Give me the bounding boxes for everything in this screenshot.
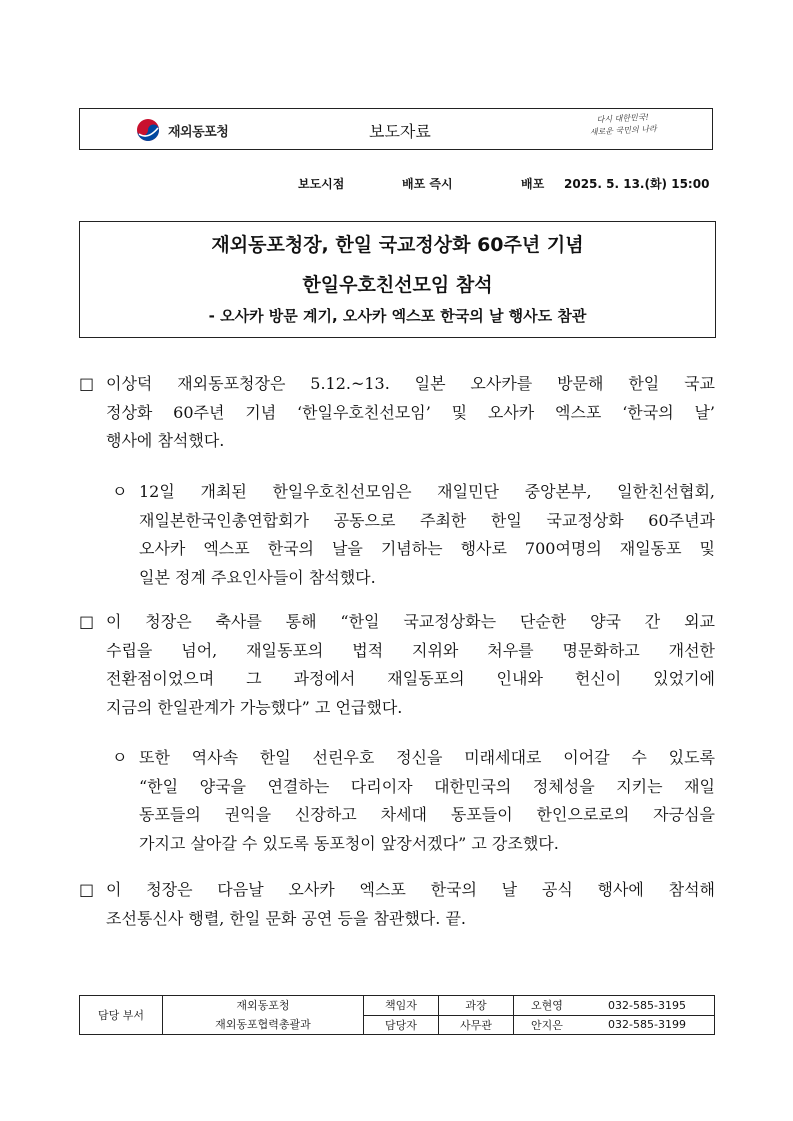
title-cell: 사무관 <box>439 1015 514 1035</box>
checkbox-bullet-icon: □ <box>79 612 95 631</box>
table-row <box>80 996 715 1016</box>
headline-line-2: 한일우호친선모임 참석 <box>302 274 493 296</box>
headline-line-1: 재외동포청장, 한일 국교정상화 60주년 기념 <box>211 234 584 256</box>
org-name: 재외동포청 <box>168 125 229 140</box>
slogan-line-1: 다시 대한민국! <box>596 112 649 125</box>
paragraph-3 <box>79 608 715 722</box>
paragraph-line: 이상덕 재외동포청장은 5.12.~13. 일본 오사카를 방문해 한일 국교 <box>106 374 715 393</box>
checkbox-bullet-icon: □ <box>79 374 95 393</box>
dept-name-line-1: 재외동포청 <box>236 999 290 1012</box>
title-box <box>79 221 716 338</box>
circle-bullet-icon: ㅇ <box>112 482 128 501</box>
name-cell: 안지은 <box>514 1015 581 1035</box>
paragraph-line: 또한 역사속 한일 선린우호 정신을 미래세대로 이어갈 수 있도록 <box>139 748 715 767</box>
release-date-value: 2025. 5. 13.(화) 15:00 <box>564 177 710 191</box>
paragraph-line: “한일 양국을 연결하는 다리이자 대한민국의 정체성을 지키는 재일 <box>139 776 715 796</box>
paragraph-4 <box>112 744 715 858</box>
paragraph-line: 일본 정계 주요인사들이 참석했다. <box>139 567 376 587</box>
contact-table <box>79 995 715 1035</box>
slogan-line-2: 새로운 국민의 나라 <box>589 124 657 137</box>
header-box <box>79 108 713 150</box>
release-time-value: 배포 즉시 <box>402 177 453 191</box>
role-cell: 담당자 <box>364 1015 439 1035</box>
paragraph-line: 조선통신사 행렬, 한일 문화 공연 등을 참관했다. 끝. <box>106 908 466 928</box>
role-cell: 책임자 <box>364 996 439 1016</box>
paragraph-line: 행사에 참석했다. <box>106 431 225 450</box>
name-cell: 오현영 <box>514 996 581 1016</box>
release-date-label: 배포 <box>521 177 545 191</box>
paragraph-line: 동포들의 권익을 신장하고 차세대 동포들이 한인으로로의 자긍심을 <box>139 805 715 824</box>
paragraph-line: 오사카 엑스포 한국의 날을 기념하는 행사로 700여명의 재일동포 및 <box>139 539 715 558</box>
paragraph-line: 정상화 60주년 기념 ‘한일우호친선모임’ 및 오사카 엑스포 ‘한국의 날’ <box>106 402 715 422</box>
paragraph-1 <box>79 370 715 456</box>
paragraph-line: 12일 개최된 한일우호친선모임은 재일민단 중앙본부, 일한친선협회, <box>139 482 715 501</box>
dept-name-line-2: 재외동포협력총괄과 <box>215 1018 311 1031</box>
logo <box>136 118 266 142</box>
taegeuk-logo-icon <box>136 118 164 142</box>
phone-cell: 032-585-3199 <box>580 1015 715 1035</box>
paragraph-line: 이 청장은 축사를 통해 “한일 국교정상화는 단순한 양국 간 외교 <box>106 612 715 631</box>
circle-bullet-icon: ㅇ <box>112 748 128 767</box>
checkbox-bullet-icon: □ <box>79 880 95 899</box>
paragraph-2 <box>112 478 715 592</box>
title-cell: 과장 <box>439 996 514 1016</box>
paragraph-line: 이 청장은 다음날 오사카 엑스포 한국의 날 공식 행사에 참석해 <box>106 880 715 899</box>
paragraph-line: 가지고 살아갈 수 있도록 동포청이 앞장서겠다” 고 강조했다. <box>139 833 559 853</box>
dept-label-cell: 담당 부서 <box>80 996 163 1035</box>
phone-cell: 032-585-3195 <box>580 996 715 1016</box>
subheadline: - 오사카 방문 계기, 오사카 엑스포 한국의 날 행사도 참관 <box>208 307 587 325</box>
slogan-signature <box>567 110 678 140</box>
paragraph-line: 지금의 한일관계가 가능했다” 고 언급했다. <box>106 697 403 717</box>
paragraph-line: 재일본한국인총연합회가 공동으로 주최한 한일 국교정상화 60주년과 <box>139 510 715 530</box>
paragraph-line: 수립을 넘어, 재일동포의 법적 지위와 처우를 명문화하고 개선한 <box>106 640 715 660</box>
doc-type-label: 보도자료 <box>369 122 431 141</box>
release-time-label: 보도시점 <box>298 177 345 191</box>
paragraph-line: 전환점이었으며 그 과정에서 재일동포의 인내와 헌신이 있었기에 <box>106 669 715 688</box>
dept-name-cell <box>163 996 364 1035</box>
paragraph-5 <box>79 876 715 933</box>
